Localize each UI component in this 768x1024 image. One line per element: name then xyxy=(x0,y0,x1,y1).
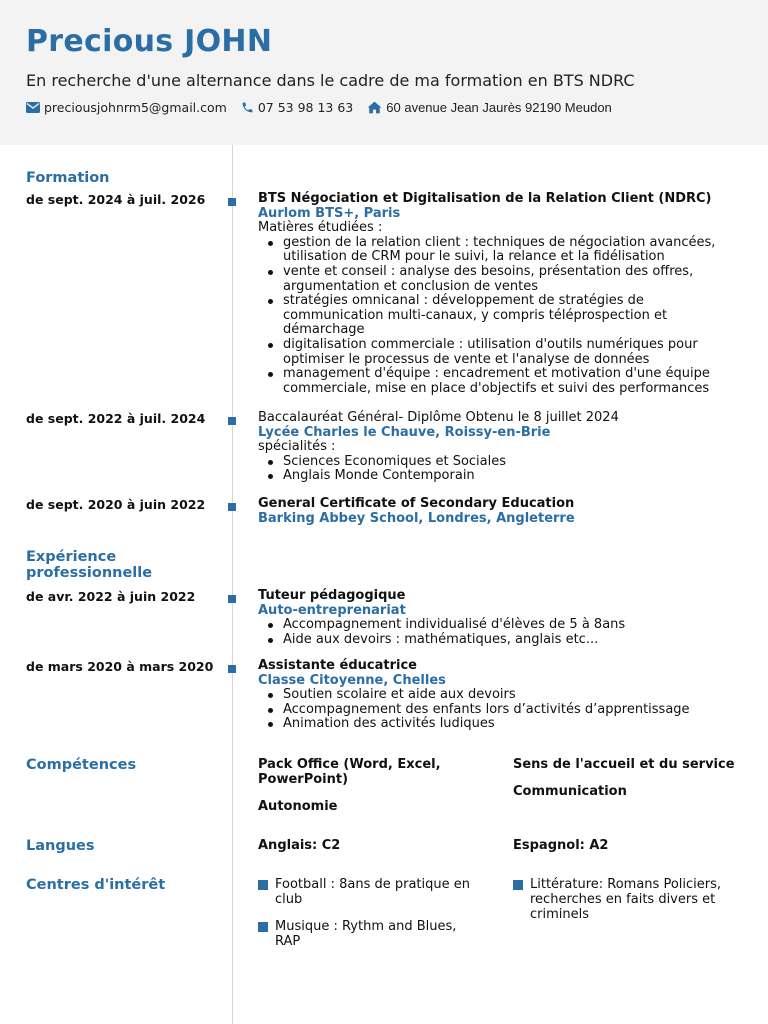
entry-date: de mars 2020 à mars 2020 xyxy=(26,659,214,674)
section-title-experience: Expérience professionnelle xyxy=(26,549,153,581)
entry-organization: Barking Abbey School, Londres, Angleterre xyxy=(258,510,575,526)
list-item: digitalisation commerciale : utilisation d'outils numériques pour optimiser le processus de vente et l'analyse de données xyxy=(283,338,738,367)
entry-organization: Lycée Charles le Chauve, Roissy-en-Brie xyxy=(258,424,551,440)
skill-item: Communication xyxy=(513,784,627,799)
entry-organization: Aurlom BTS+, Paris xyxy=(258,205,401,221)
contact-email[interactable] xyxy=(26,100,227,115)
interest-text: Football : 8ans de pratique en club xyxy=(275,877,470,907)
timeline-divider xyxy=(232,145,233,1024)
formation-entry xyxy=(258,497,738,526)
header xyxy=(0,0,768,145)
list-item: Accompagnement des enfants lors d’activités d’apprentissage xyxy=(283,703,738,718)
skill-item: Sens de l'accueil et du service xyxy=(513,757,735,772)
entry-title: General Certificate of Secondary Education xyxy=(258,496,575,511)
square-bullet-icon xyxy=(513,880,523,890)
entry-title: Baccalauréat Général- Diplôme Obtenu le 8 juillet 2024 xyxy=(258,410,619,425)
timeline-marker xyxy=(228,417,236,425)
phone-text: 07 53 98 13 63 xyxy=(257,100,354,115)
phone-icon xyxy=(241,101,254,114)
interest-item xyxy=(258,877,483,907)
skill-item: Pack Office (Word, Excel, PowerPoint) xyxy=(258,757,441,787)
formation-entry xyxy=(258,411,738,484)
envelope-icon xyxy=(26,102,40,113)
entry-bullets xyxy=(258,455,738,484)
section-title-formation: Formation xyxy=(26,170,110,186)
list-item: Animation des activités ludiques xyxy=(283,717,738,732)
list-item: Anglais Monde Contemporain xyxy=(283,469,738,484)
entry-date: de sept. 2020 à juin 2022 xyxy=(26,497,206,512)
entry-date: de sept. 2024 à juil. 2026 xyxy=(26,192,206,207)
entry-title: Tuteur pédagogique xyxy=(258,588,406,603)
list-item: Aide aux devoirs : mathématiques, anglais etc... xyxy=(283,633,738,648)
formation-entry xyxy=(258,192,738,396)
entry-bullets xyxy=(258,688,738,732)
candidate-subtitle: En recherche d'une alternance dans le cadre de ma formation en BTS NDRC xyxy=(26,71,635,90)
address-text: 60 avenue Jean Jaurès 92190 Meudon xyxy=(386,100,612,115)
square-bullet-icon xyxy=(258,922,268,932)
language-item: Anglais: C2 xyxy=(258,838,341,853)
entry-intro: spécialités : xyxy=(258,439,336,455)
contact-bar xyxy=(26,100,626,115)
language-item: Espagnol: A2 xyxy=(513,838,609,853)
skill-item: Autonomie xyxy=(258,799,338,814)
interest-text: Musique : Rythm and Blues, RAP xyxy=(275,919,457,949)
interest-item xyxy=(513,877,743,922)
interest-item xyxy=(258,919,483,949)
list-item: Sciences Economiques et Sociales xyxy=(283,455,738,470)
experience-entry xyxy=(258,659,738,732)
list-item: management d'équipe : encadrement et motivation d'une équipe commerciale, mise en place d'objectifs et suivi des performances xyxy=(283,367,738,396)
entry-organization: Auto-entreprenariat xyxy=(258,602,406,618)
entry-bullets xyxy=(258,618,738,647)
home-icon xyxy=(367,101,382,114)
list-item: vente et conseil : analyse des besoins, présentation des offres, argumentation et conclusion de ventes xyxy=(283,265,738,294)
entry-date: de sept. 2022 à juil. 2024 xyxy=(26,411,206,426)
entry-date: de avr. 2022 à juin 2022 xyxy=(26,589,196,604)
list-item: stratégies omnicanal : développement de stratégies de communication multi-canaux, y compris téléprospection et démarchage xyxy=(283,294,738,338)
section-title-interests: Centres d'intérêt xyxy=(26,877,166,893)
timeline-marker xyxy=(228,503,236,511)
entry-title: BTS Négociation et Digitalisation de la Relation Client (NDRC) xyxy=(258,191,712,206)
entry-organization: Classe Citoyenne, Chelles xyxy=(258,672,446,688)
entry-title: Assistante éducatrice xyxy=(258,658,417,673)
candidate-name: Precious JOHN xyxy=(26,24,273,59)
section-title-languages: Langues xyxy=(26,838,95,854)
experience-entry xyxy=(258,589,738,647)
entry-intro: Matières étudiées : xyxy=(258,220,383,236)
section-title-skills: Compétences xyxy=(26,757,137,773)
timeline-marker xyxy=(228,665,236,673)
list-item: Accompagnement individualisé d'élèves de 5 à 8ans xyxy=(283,618,738,633)
contact-address xyxy=(367,100,612,115)
email-text: preciousjohnrm5@gmail.com xyxy=(44,100,227,115)
entry-bullets xyxy=(258,236,738,397)
interest-text: Littérature: Romans Policiers, recherches en faits divers et criminels xyxy=(530,877,722,922)
list-item: Soutien scolaire et aide aux devoirs xyxy=(283,688,738,703)
list-item: gestion de la relation client : techniques de négociation avancées, utilisation de CRM pour le suivi, la relance et la fidélisation xyxy=(283,236,738,265)
contact-phone[interactable] xyxy=(241,100,353,115)
square-bullet-icon xyxy=(258,880,268,890)
timeline-marker xyxy=(228,198,236,206)
timeline-marker xyxy=(228,595,236,603)
